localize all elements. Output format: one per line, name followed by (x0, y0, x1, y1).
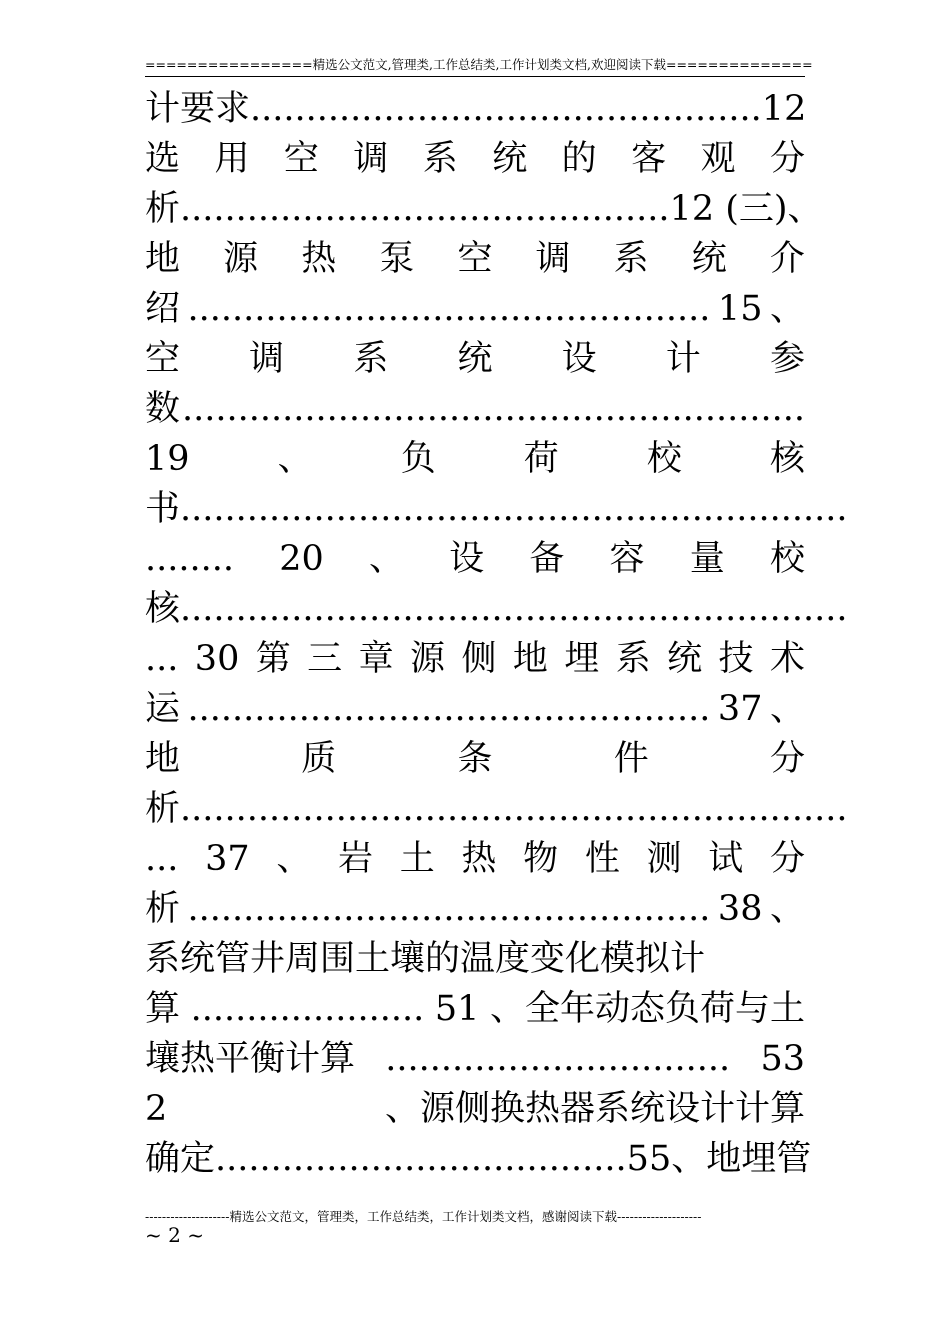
toc-line-fragment: 泵 (379, 239, 415, 279)
toc-line-fragment: 分 (769, 139, 805, 179)
toc-line (145, 1084, 805, 1134)
toc-line-fragment: 调 (353, 139, 389, 179)
toc-line-fragment: 参 (769, 339, 805, 379)
toc-line-fragment: 核 (145, 589, 181, 629)
toc-line (145, 334, 805, 384)
toc-line-fragment: 、 (769, 289, 805, 329)
toc-line-fragment: 系 (353, 339, 389, 379)
toc-line-fragment: 系统管井周围土壤的温度变化模拟计 (145, 939, 706, 979)
toc-line-fragment: 观 (700, 139, 736, 179)
toc-line-fragment: 分 (769, 839, 805, 879)
toc-line-fragment: 调 (249, 339, 285, 379)
toc-line-fragment: 、 (276, 839, 312, 879)
toc-line-fragment: 第 (255, 639, 291, 679)
toc-line (145, 234, 805, 284)
toc-line-fragment: ............................................... (187, 889, 711, 929)
toc-line-fragment: 38 (717, 889, 763, 929)
toc-line (145, 1134, 812, 1184)
toc-line (145, 484, 848, 534)
toc-line (145, 434, 805, 484)
toc-line (145, 884, 805, 934)
page-header: ================精选公文范文,管理类,工作总结类,工作计划类文档,欢迎阅读下载============== (145, 57, 813, 72)
toc-line-fragment: 、源侧换热器系统设计计算 (384, 1089, 805, 1129)
toc-line-fragment: 章 (358, 639, 394, 679)
toc-line-fragment: 容 (609, 539, 645, 579)
toc-line-fragment: 系 (615, 639, 651, 679)
toc-line (145, 684, 805, 734)
toc-line (145, 634, 805, 684)
toc-line-fragment: 量 (689, 539, 725, 579)
toc-line-fragment: 分 (769, 739, 805, 779)
toc-line-fragment: 系 (422, 139, 458, 179)
toc-line-fragment: 绍 (145, 289, 181, 329)
toc-line-fragment: 统 (667, 639, 703, 679)
page-footer: --------------------精选公文范文，管理类，工作总结类，工作计划类文档，感谢阅读下载-------------------- (145, 1209, 702, 1224)
toc-line-fragment: 核 (769, 439, 805, 479)
toc-line-fragment: 、地埋管 (671, 1139, 812, 1179)
toc-line-fragment: ... (145, 639, 179, 679)
toc-line (145, 384, 805, 434)
toc-line (145, 84, 805, 134)
toc-line-fragment: ..................... (190, 989, 425, 1029)
toc-line (145, 834, 805, 884)
toc-line-fragment: 30 (194, 639, 240, 679)
toc-line-fragment: 用 (214, 139, 250, 179)
toc-line-fragment: 53 (760, 1039, 805, 1079)
toc-line-fragment: 土 (399, 839, 435, 879)
toc-line-fragment: 统 (691, 239, 727, 279)
toc-line-fragment: 析 (145, 889, 181, 929)
toc-line (145, 534, 805, 584)
toc-line-fragment: .............................................. (250, 89, 762, 129)
toc-line-fragment: 37 (205, 839, 250, 879)
toc-line-fragment: ............................................................ (180, 589, 848, 629)
toc-line-fragment: 埋 (564, 639, 600, 679)
table-of-contents (145, 84, 848, 1184)
toc-line (145, 934, 805, 984)
toc-line-fragment: ... (145, 839, 179, 879)
toc-line-fragment: 侧 (461, 639, 497, 679)
toc-line-fragment: 15 (717, 289, 763, 329)
toc-line-fragment: ........ (145, 539, 235, 579)
toc-line-fragment: 2 (145, 1089, 168, 1129)
toc-line-fragment: 计要求 (145, 89, 251, 129)
toc-line-fragment: 51 (434, 989, 480, 1029)
toc-line-fragment: 备 (529, 539, 565, 579)
toc-line-fragment: 调 (535, 239, 571, 279)
toc-line-fragment: 客 (631, 139, 667, 179)
toc-line-fragment: 校 (769, 539, 805, 579)
page-number: ~ 2 ~ (145, 1223, 204, 1247)
toc-line-fragment: 壤热平衡计算 (145, 1039, 356, 1079)
toc-line-fragment: 系 (613, 239, 649, 279)
toc-line-fragment: 热 (301, 239, 337, 279)
toc-line-fragment: 55 (626, 1139, 672, 1179)
toc-line-fragment: 计 (665, 339, 701, 379)
toc-line (145, 184, 823, 234)
toc-line-fragment: 地 (512, 639, 548, 679)
toc-line-fragment: 统 (457, 339, 493, 379)
toc-line-fragment: ..................................... (215, 1139, 627, 1179)
header-divider (145, 76, 805, 77)
toc-line (145, 584, 848, 634)
toc-line-fragment: ............................................................ (180, 789, 848, 829)
toc-line-fragment: 设 (561, 339, 597, 379)
toc-line-fragment: 19 (145, 439, 190, 479)
toc-line-fragment: 、全年动态负荷与土 (489, 989, 805, 1029)
toc-line-fragment: ............................................... (187, 689, 711, 729)
toc-line-fragment: ............................................... (187, 289, 711, 329)
toc-line-fragment: 12 (三)、 (669, 189, 823, 229)
toc-line-fragment: 选 (145, 139, 181, 179)
toc-line-fragment: 空 (283, 139, 319, 179)
toc-line-fragment: 测 (646, 839, 682, 879)
toc-line-fragment: 空 (145, 339, 181, 379)
toc-line-fragment: 空 (457, 239, 493, 279)
toc-line-fragment: 热 (461, 839, 497, 879)
toc-line-fragment: 质 (301, 739, 337, 779)
toc-line-fragment: 析 (145, 789, 181, 829)
toc-line-fragment: 地 (145, 239, 181, 279)
toc-line-fragment: 析 (145, 189, 181, 229)
toc-line-fragment: 物 (523, 839, 559, 879)
toc-line-fragment: 算 (145, 989, 181, 1029)
toc-line-fragment: 、 (277, 439, 313, 479)
toc-line-fragment: 性 (584, 839, 620, 879)
toc-line-fragment: 、 (769, 889, 805, 929)
toc-line-fragment: 试 (708, 839, 744, 879)
toc-line-fragment: 12 (761, 89, 807, 129)
toc-line-fragment: ........................................................ (181, 389, 805, 429)
toc-line-fragment: 37 (717, 689, 763, 729)
toc-line-fragment: 负 (400, 439, 436, 479)
toc-line-fragment: ............................... (385, 1039, 731, 1079)
toc-line (145, 1034, 805, 1084)
toc-line-fragment: 地 (145, 739, 181, 779)
toc-line-fragment: 件 (613, 739, 649, 779)
toc-line (145, 984, 805, 1034)
toc-line (145, 734, 805, 784)
toc-line-fragment: 20 (279, 539, 324, 579)
toc-line-fragment: 、 (769, 689, 805, 729)
toc-line-fragment: 书 (145, 489, 181, 529)
toc-line-fragment: 设 (449, 539, 485, 579)
toc-line-fragment: 介 (769, 239, 805, 279)
toc-line-fragment: 术 (769, 639, 805, 679)
toc-line-fragment: 源 (223, 239, 259, 279)
toc-line-fragment: 的 (561, 139, 597, 179)
toc-line-fragment: 荷 (523, 439, 559, 479)
toc-line-fragment: 条 (457, 739, 493, 779)
toc-line-fragment: ............................................................ (180, 489, 848, 529)
toc-line-fragment: 技 (718, 639, 754, 679)
toc-line-fragment: 运 (145, 689, 181, 729)
toc-line (145, 784, 848, 834)
toc-line (145, 284, 805, 334)
toc-line-fragment: ............................................ (180, 189, 670, 229)
toc-line-fragment: 源 (410, 639, 446, 679)
toc-line-fragment: 三 (307, 639, 343, 679)
toc-line-fragment: 数 (145, 389, 181, 429)
toc-line (145, 134, 805, 184)
toc-line-fragment: 校 (646, 439, 682, 479)
toc-line-fragment: 、 (368, 539, 404, 579)
toc-line-fragment: 确定 (145, 1139, 216, 1179)
toc-line-fragment: 统 (492, 139, 528, 179)
toc-line-fragment: 岩 (338, 839, 374, 879)
